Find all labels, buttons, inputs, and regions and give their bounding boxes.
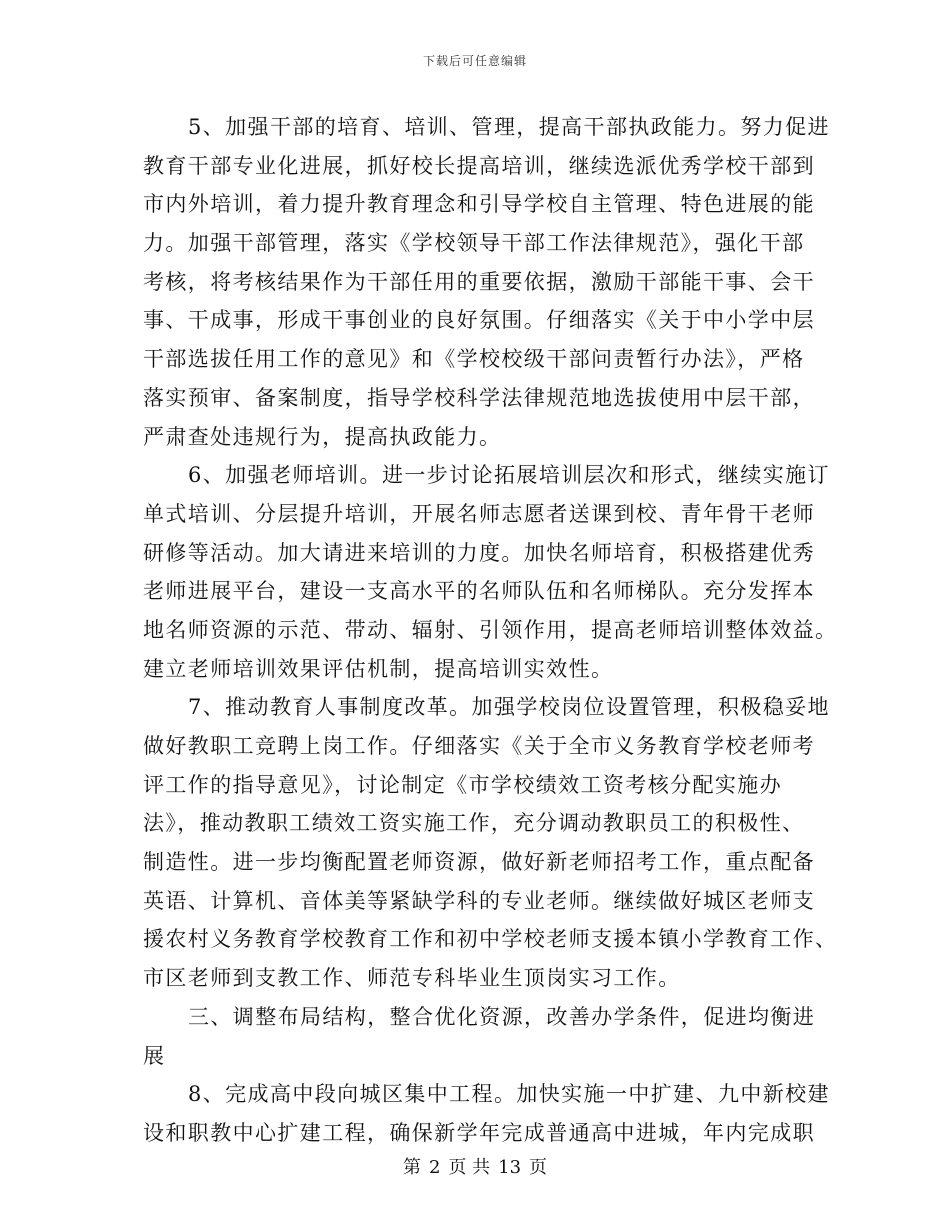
- text-line: 做好教职工竞聘上岗工作。仔细落实《关于全市义务教育学校老师考: [143, 734, 815, 758]
- text-line: 5、加强干部的培育、培训、管理，提高干部执政能力。努力促进: [188, 115, 830, 139]
- text-line: 严肃查处违规行为，提高执政能力。: [143, 424, 502, 449]
- footer-prefix: 第: [402, 1157, 421, 1178]
- text-line: 8、完成高中段向城区集中工程。加快实施一中扩建、九中新校建: [188, 1082, 830, 1107]
- text-line: 三、调整布局结构，整合优化资源，改善办学条件，促进均衡进: [188, 1004, 816, 1029]
- text-line: 英语、计算机、音体美等紧缺学科的专业老师。继续做好城区老师支: [143, 888, 815, 913]
- text-line: 法》，推动教职工绩效工资实施工作，充分调动教职员工的积极性、: [143, 811, 805, 836]
- footer-suffix: 页: [529, 1157, 548, 1178]
- text-line: 援农村义务教育学校教育工作和初中学校老师支援本镇小学教育工作、: [143, 927, 838, 952]
- document-body: [143, 108, 838, 1153]
- text-line: 落实预审、备案制度，指导学校科学法律规范地选拔使用中层干部，: [143, 385, 815, 410]
- text-line: 地名师资源的示范、带动、辐射、引领作用，提高老师培训整体效益。: [143, 617, 838, 642]
- text-line: 建立老师培训效果评估机制，提高培训实效性。: [143, 656, 614, 681]
- header-note: 下载后可任意编辑: [422, 54, 527, 68]
- footer-page-number: 2: [428, 1157, 441, 1178]
- text-line: 考核，将考核结果作为干部任用的重要依据，激励干部能干事、会干: [143, 269, 815, 294]
- text-line: 教育干部专业化进展，抓好校长提高培训，继续选派优秀学校干部到: [143, 153, 815, 178]
- text-line: 设和职教中心扩建工程，确保新学年完成普通高中进城，年内完成职: [143, 1120, 815, 1145]
- text-line: 制造性。进一步均衡配置老师资源，做好新老师招考工作，重点配备: [143, 850, 815, 875]
- text-line: 市内外培训，着力提升教育理念和引导学校自主管理、特色进展的能: [143, 192, 815, 217]
- text-line: 老师进展平台，建设一支高水平的名师队伍和名师梯队。充分发挥本: [143, 579, 815, 604]
- text-line: 干部选拔任用工作的意见》和《学校校级干部问责暂行办法》，严格: [143, 347, 805, 372]
- text-line: 研修等活动。加大请进来培训的力度。加快名师培育，积极搭建优秀: [143, 540, 815, 565]
- footer-middle-label: 页 共: [448, 1157, 491, 1178]
- text-line: 7、推动教育人事制度改革。加强学校岗位设置管理，积极稳妥地: [188, 695, 830, 720]
- text-line: 市区老师到支教工作、师范专科毕业生顶岗实习工作。: [143, 966, 681, 991]
- page-footer: [0, 1153, 950, 1179]
- footer-total-pages: 13: [498, 1157, 522, 1178]
- text-line: 6、加强老师培训。进一步讨论拓展培训层次和形式，继续实施订: [188, 463, 830, 488]
- text-line: 事、干成事，形成干事创业的良好氛围。仔细落实《关于中小学中层: [143, 308, 815, 333]
- text-line: 单式培训、分层提升培训，开展名师志愿者送课到校、青年骨干老师: [143, 501, 815, 526]
- text-line: 力。加强干部管理，落实《学校领导干部工作法律规范》，强化干部: [143, 231, 805, 256]
- text-line: 展: [143, 1043, 166, 1068]
- text-line: 评工作的指导意见》，讨论制定《市学校绩效工资考核分配实施办: [143, 772, 783, 797]
